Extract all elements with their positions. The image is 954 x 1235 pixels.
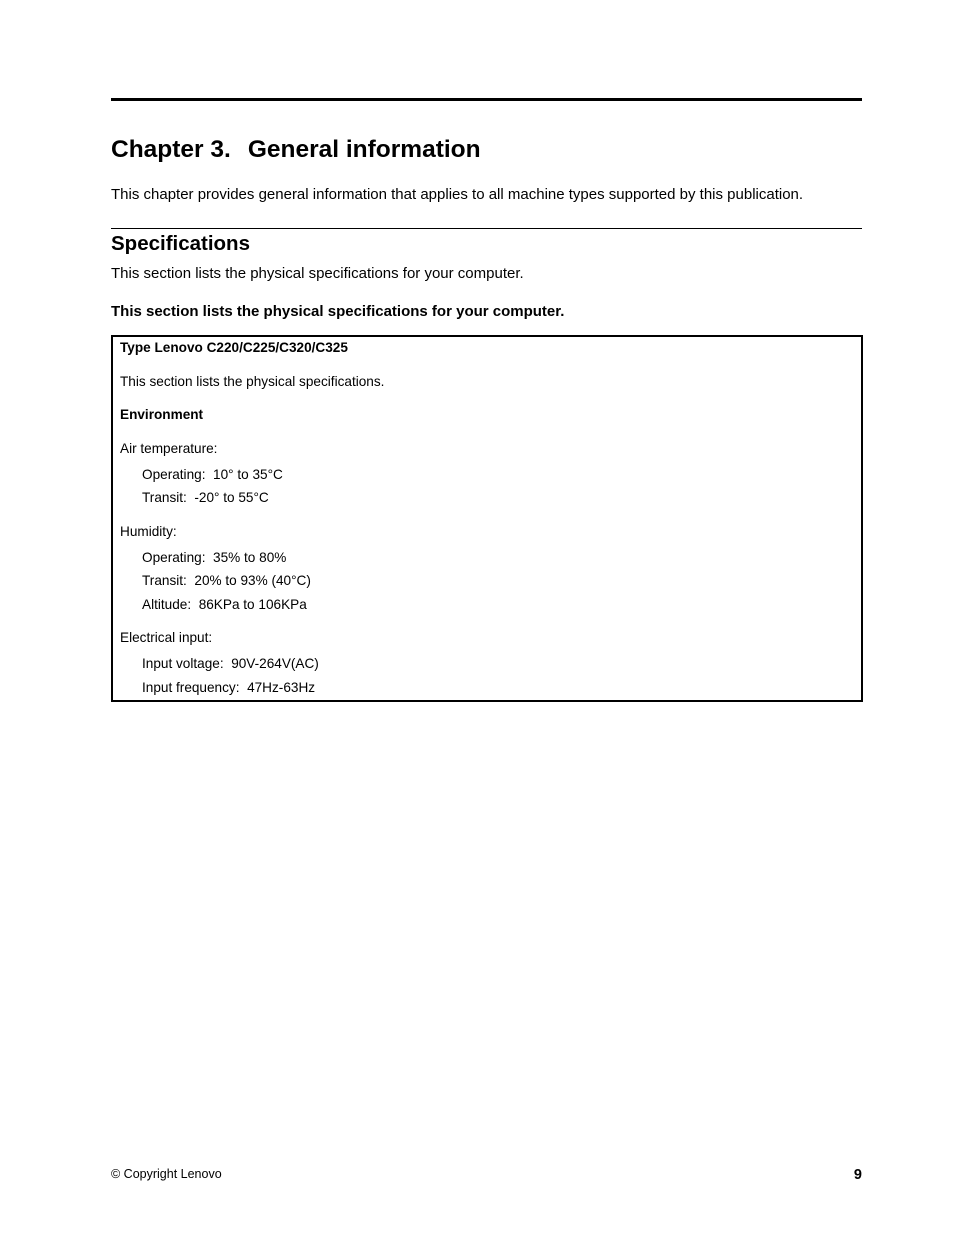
input-voltage [142,655,319,673]
spec-label: Input frequency: [142,680,240,695]
input-frequency [142,679,315,697]
electrical-input-label: Electrical input: [120,630,213,645]
air-temperature-label: Air temperature: [120,441,218,456]
spec-value: 47Hz-63Hz [247,680,316,695]
spec-label: Operating: [142,550,206,565]
page-number: 9 [853,1167,862,1183]
spec-box-summary: This section lists the physical specifications. [120,374,385,389]
humidity-altitude [142,596,307,614]
humidity-operating [142,549,286,567]
spec-value: 10° to 35°C [213,467,283,482]
section-title: Specifications [111,232,250,255]
document-page [111,0,862,1235]
air-temperature-transit [142,489,269,507]
spec-value: 35% to 80% [213,550,287,565]
section-description: This section lists the physical specifications for your computer. [111,265,524,282]
chapter-top-rule [111,98,862,101]
specifications-box [111,335,863,702]
chapter-intro: This chapter provides general information that applies to all machine types supported by this publication. [111,186,804,203]
spec-value: 86KPa to 106KPa [198,597,307,612]
air-temperature-operating [142,466,283,484]
chapter-name: General information [247,136,481,163]
section-rule [111,228,862,229]
spec-value: 20% to 93% (40°C) [194,573,311,588]
spec-value: -20° to 55°C [194,490,269,505]
footer-copyright: © Copyright Lenovo [111,1167,222,1181]
chapter-number: Chapter 3. [111,136,231,163]
table-caption: This section lists the physical specifications for your computer. [111,303,565,320]
humidity-label: Humidity: [120,524,177,539]
spec-label: Transit: [142,490,187,505]
spec-value: 90V-264V(AC) [231,656,319,671]
spec-label: Input voltage: [142,656,224,671]
spec-label: Operating: [142,467,206,482]
spec-label: Altitude: [142,597,192,612]
spec-box-heading: Type Lenovo C220/C225/C320/C325 [120,340,348,355]
chapter-title [111,134,481,166]
spec-label: Transit: [142,573,187,588]
environment-heading: Environment [120,407,204,422]
humidity-transit [142,572,311,590]
